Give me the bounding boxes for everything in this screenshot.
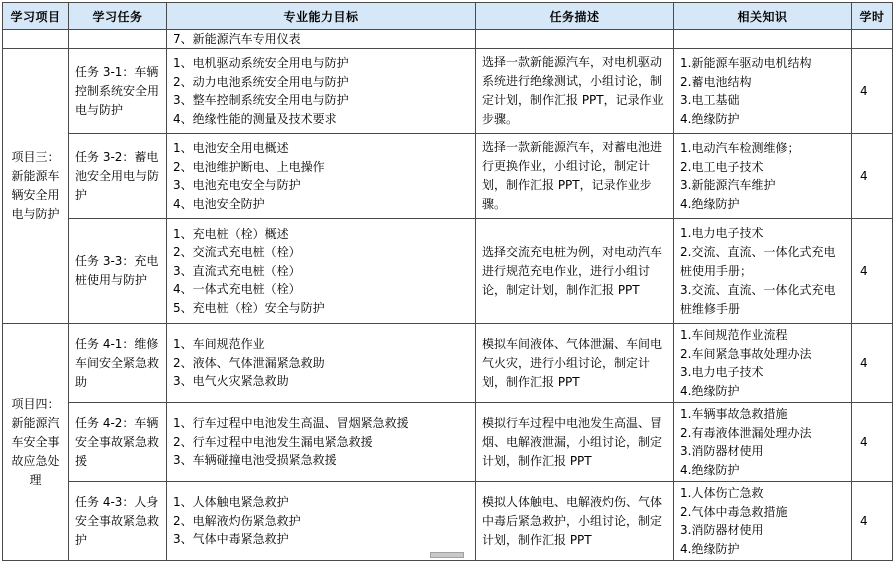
hours-value: 4 (860, 514, 868, 528)
knowledge-list (674, 482, 851, 560)
knowledge-item: 3.交流、直流、一体化式充电桩维修手册 (680, 282, 836, 316)
table-row (3, 49, 893, 134)
ability-item: 3、电气火灾紧急救助 (173, 374, 289, 389)
task-description: 选择一款新能源汽车，对电机驱动系统进行绝缘测试，小组讨论，制定计划，制作汇报 PPT，记录作业步骤。 (482, 55, 664, 126)
project-name: 项目三：新能源车辆安全用电与防护 (11, 150, 60, 221)
task-name: 任务 3-2：蓄电池安全用电与防护 (75, 149, 160, 202)
ability-item: 7、新能源汽车专用仪表 (173, 32, 301, 46)
ability-item: 3、直流式充电桩（栓） (173, 263, 301, 278)
knowledge-item: 1.车辆事故急救措施 (680, 407, 788, 421)
ability-item: 1、行车过程中电池发生高温、冒烟紧急救援 (173, 416, 409, 431)
ability-item: 2、液体、气体泄漏紧急救助 (173, 355, 325, 370)
ability-item: 1、车间规范作业 (173, 337, 265, 352)
task-description: 模拟行车过程中电池发生高温、冒烟、电解液泄漏，小组讨论，制定计划，制作汇报 PPT (482, 415, 663, 468)
ability-list (167, 412, 475, 472)
hours-value: 4 (860, 84, 868, 98)
project-cell (3, 49, 69, 324)
project-cell (3, 324, 69, 561)
knowledge-item: 3.消防器材使用 (680, 444, 764, 458)
task-description: 模拟车间液体、气体泄漏、车间电气火灾，进行小组讨论，制定计划，制作汇报 PPT (482, 336, 663, 389)
knowledge-item: 2.有毒液体泄漏处理办法 (680, 425, 812, 440)
table-row (3, 324, 893, 403)
ability-item: 4、一体式充电桩（栓） (173, 282, 301, 297)
knowledge-list (674, 403, 851, 481)
table-row (3, 482, 893, 561)
header-row (3, 3, 893, 30)
header-hours: 学时 (852, 3, 893, 30)
table-row-continued (3, 30, 893, 49)
ability-item: 2、电解液灼伤紧急救护 (173, 513, 301, 528)
task-description: 模拟人体触电、电解液灼伤、气体中毒后紧急救护，小组讨论，制定计划，制作汇报 PPT (482, 494, 663, 547)
knowledge-item: 2.车间紧急事故处理办法 (680, 346, 812, 361)
header-task: 学习任务 (69, 3, 167, 30)
ability-item: 3、整车控制系统安全用电与防护 (173, 93, 349, 107)
ability-item: 4、绝缘性能的测量及技术要求 (173, 111, 337, 126)
ability-item: 3、气体中毒紧急救护 (173, 532, 289, 547)
header-project: 学习项目 (3, 3, 69, 30)
task-name: 任务 4-3：人身安全事故紧急救护 (75, 494, 160, 547)
task-name: 任务 4-2：车辆安全事故紧急救援 (75, 415, 160, 468)
table-row (3, 403, 893, 482)
ability-list (167, 137, 475, 215)
task-name: 任务 4-1：维修车间安全紧急救助 (75, 336, 160, 389)
hours-value: 4 (860, 169, 868, 183)
knowledge-item: 2.电工电子技术 (680, 159, 764, 174)
task-name: 任务 3-1：车辆控制系统安全用电与防护 (75, 64, 160, 117)
knowledge-item: 3.电工基础 (680, 93, 740, 107)
ability-list (167, 52, 475, 130)
task-description: 选择一款新能源汽车，对蓄电池进行更换作业，小组讨论，制定计划，制作汇报 PPT，记录作业步骤。 (482, 140, 663, 211)
task-name: 任务 3-3：充电桩使用与防护 (75, 254, 159, 287)
task-description: 选择交流充电桩为例，对电动汽车进行规范充电作业，进行小组讨论，制定计划，制作汇报 PPT (482, 244, 663, 297)
hours-value: 4 (860, 435, 868, 449)
ability-item: 2、交流式充电桩（栓） (173, 245, 301, 260)
hours-value: 4 (860, 356, 868, 370)
knowledge-item: 2.蓄电池结构 (680, 74, 752, 89)
ability-item: 2、电池维护断电、上电操作 (173, 159, 325, 174)
knowledge-item: 4.绝缘防护 (680, 383, 740, 398)
knowledge-item: 1.电动汽车检测维修； (680, 141, 800, 155)
ability-list (167, 491, 475, 551)
project-name: 项目四：新能源汽车安全事故应急处理 (11, 396, 60, 487)
ability-item: 2、动力电池系统安全用电与防护 (173, 74, 349, 89)
ability-item: 1、人体触电紧急救护 (173, 495, 289, 510)
table-row (3, 219, 893, 324)
knowledge-list (674, 220, 851, 323)
ability-list (167, 223, 475, 320)
knowledge-item: 1.人体伤亡急救 (680, 486, 764, 500)
ability-item: 4、电池安全防护 (173, 196, 265, 211)
ability-item: 5、充电桩（栓）安全与防护 (173, 300, 325, 315)
ability-item: 2、行车过程中电池发生漏电紧急救援 (173, 434, 373, 449)
knowledge-item: 4.绝缘防护 (680, 541, 740, 556)
knowledge-item: 1.电力电子技术 (680, 225, 764, 240)
header-ability: 专业能力目标 (167, 3, 476, 30)
ability-list (167, 333, 475, 393)
knowledge-list (674, 324, 851, 402)
ability-item: 3、电池充电安全与防护 (173, 178, 301, 192)
ability-item: 1、电池安全用电概述 (173, 141, 289, 155)
ability-item: 1、充电桩（栓）概述 (173, 226, 289, 241)
knowledge-list (674, 137, 851, 215)
knowledge-item: 4.绝缘防护 (680, 111, 740, 126)
curriculum-table (2, 2, 893, 561)
knowledge-item: 2.气体中毒急救措施 (680, 504, 788, 519)
header-description: 任务描述 (476, 3, 674, 30)
knowledge-item: 4.绝缘防护 (680, 462, 740, 477)
knowledge-item: 3.新能源汽车维护 (680, 178, 776, 192)
knowledge-item: 1.车间规范作业流程 (680, 328, 788, 342)
knowledge-item: 1.新能源车驱动电机结构 (680, 56, 812, 70)
knowledge-item: 3.电力电子技术 (680, 365, 764, 379)
header-knowledge: 相关知识 (674, 3, 852, 30)
hours-value: 4 (860, 264, 868, 278)
ability-item: 3、车辆碰撞电池受损紧急救援 (173, 453, 337, 468)
knowledge-list (674, 52, 851, 130)
ability-item: 1、电机驱动系统安全用电与防护 (173, 56, 349, 70)
knowledge-item: 3.消防器材使用 (680, 523, 764, 537)
table-row (3, 134, 893, 219)
horizontal-scroll-thumb[interactable] (430, 552, 464, 558)
knowledge-item: 4.绝缘防护 (680, 196, 740, 211)
knowledge-item: 2.交流、直流、一体化式充电桩使用手册； (680, 244, 836, 278)
